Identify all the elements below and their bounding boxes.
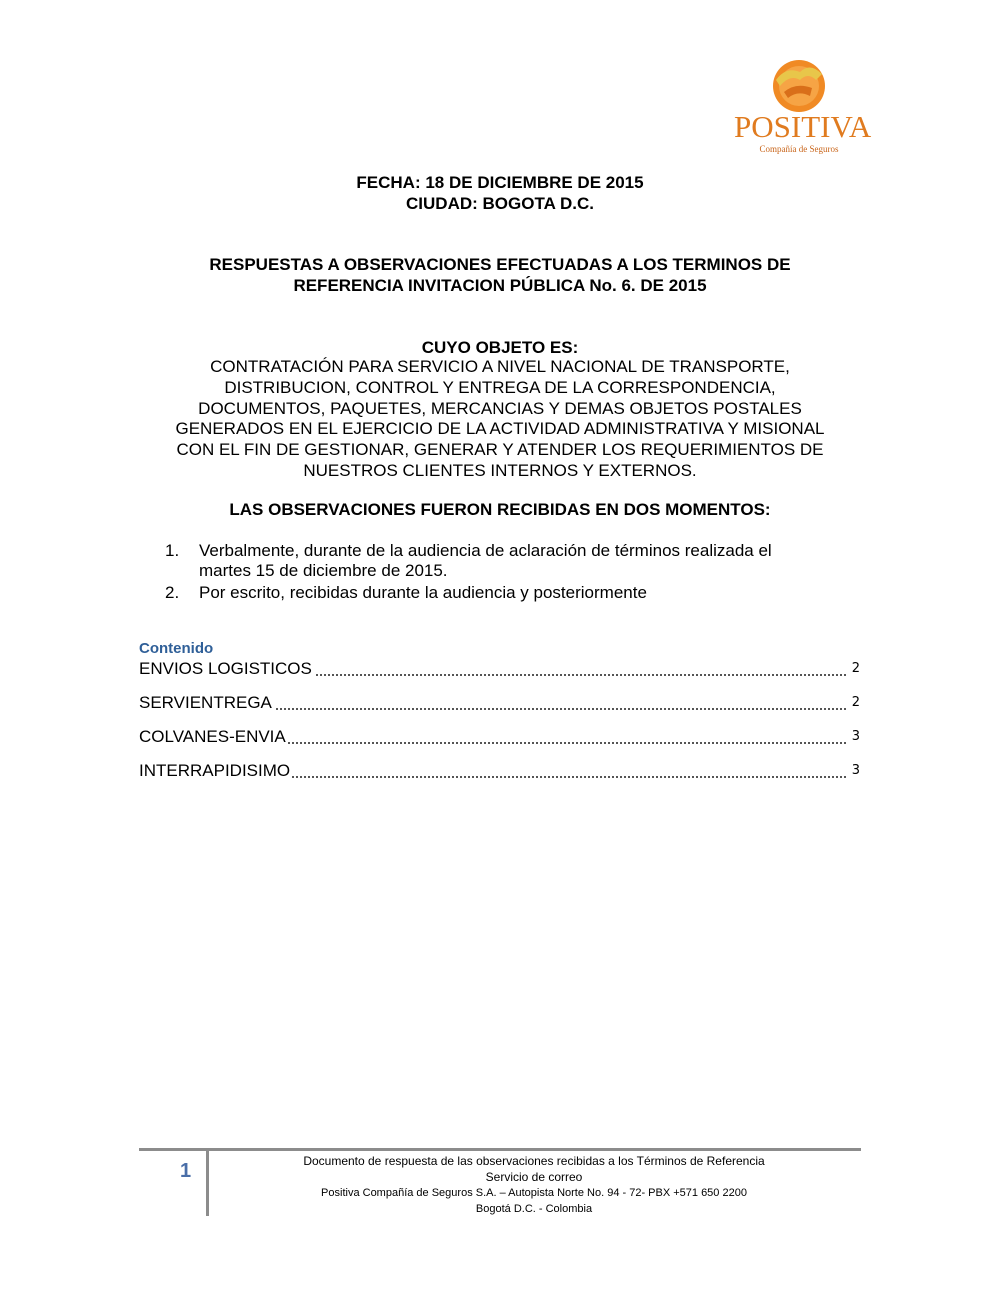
objeto-line: CON EL FIN DE GESTIONAR, GENERAR Y ATENDER LOS REQUERIMIENTOS DE <box>176 440 824 460</box>
toc-entry-label: INTERRAPIDISIMO <box>139 761 291 780</box>
sun-logo-icon <box>766 58 832 114</box>
document-city: CIUDAD: BOGOTA D.C. <box>406 194 594 213</box>
objeto-line: DISTRIBUCION, CONTROL Y ENTREGA DE LA CORRESPONDENCIA, <box>224 377 776 397</box>
list-item <box>165 583 845 603</box>
logo-subtitle: Compañía de Seguros <box>759 144 839 154</box>
list-item <box>165 541 845 581</box>
toc-entry-label: SERVIENTREGA <box>139 693 272 712</box>
objeto-line: GENERADOS EN EL EJERCICIO DE LA ACTIVIDAD ADMINISTRATIVA Y MISIONAL <box>175 419 825 439</box>
toc-entry-page: 3 <box>850 726 860 748</box>
footer-line: Documento de respuesta de las observaciones recibidas a los Términos de Referencia <box>303 1154 765 1168</box>
toc-title: Contenido <box>139 640 214 657</box>
list-item-number: 1. <box>165 541 180 560</box>
objeto-text <box>140 357 860 482</box>
toc-entry[interactable] <box>139 692 860 714</box>
toc-entry[interactable] <box>139 760 860 782</box>
toc-entry-page: 2 <box>850 658 860 680</box>
list-item-text: Por escrito, recibidas durante la audiencia y posteriormente <box>199 583 647 602</box>
momentos-heading: LAS OBSERVACIONES FUERON RECIBIDAS EN DOS MOMENTOS: <box>229 500 771 519</box>
toc-entry-page: 3 <box>850 760 860 782</box>
document-date: FECHA: 18 DE DICIEMBRE DE 2015 <box>356 173 644 192</box>
list-item-number: 2. <box>165 583 180 602</box>
positiva-logo <box>734 58 872 154</box>
objeto-line: DOCUMENTOS, PAQUETES, MERCANCIAS Y DEMAS OBJETOS POSTALES <box>198 398 802 418</box>
toc-entry[interactable] <box>139 658 860 680</box>
toc-entry-label: COLVANES-ENVIA <box>139 727 286 746</box>
footer-text <box>208 1153 860 1217</box>
objeto-line: CONTRATACIÓN PARA SERVICIO A NIVEL NACIONAL DE TRANSPORTE, <box>210 357 790 376</box>
document-title-line-1: RESPUESTAS A OBSERVACIONES EFECTUADAS A LOS TERMINOS DE <box>209 255 791 274</box>
objeto-label: CUYO OBJETO ES: <box>421 338 579 357</box>
toc-entry-label: ENVIOS LOGISTICOS <box>139 659 312 678</box>
footer-line: Servicio de correo <box>485 1170 583 1184</box>
page-number: 1 <box>180 1160 192 1182</box>
toc-entry[interactable] <box>139 726 860 748</box>
footer-line: Positiva Compañía de Seguros S.A. – Autopista Norte No. 94 - 72- PBX +571 650 2200 <box>321 1187 747 1199</box>
objeto-line: NUESTROS CLIENTES INTERNOS Y EXTERNOS. <box>303 460 697 480</box>
list-item-text: Verbalmente, durante de la audiencia de aclaración de términos realizada el <box>199 541 772 560</box>
footer-line: Bogotá D.C. - Colombia <box>475 1203 593 1215</box>
momentos-list <box>165 541 845 605</box>
document-title-line-2: REFERENCIA INVITACION PÚBLICA No. 6. DE 2015 <box>293 276 707 295</box>
list-item-text: martes 15 de diciembre de 2015. <box>199 561 448 580</box>
footer-divider <box>139 1148 861 1151</box>
toc-entry-page: 2 <box>850 692 860 714</box>
logo-name: POSITIVA <box>734 109 872 144</box>
